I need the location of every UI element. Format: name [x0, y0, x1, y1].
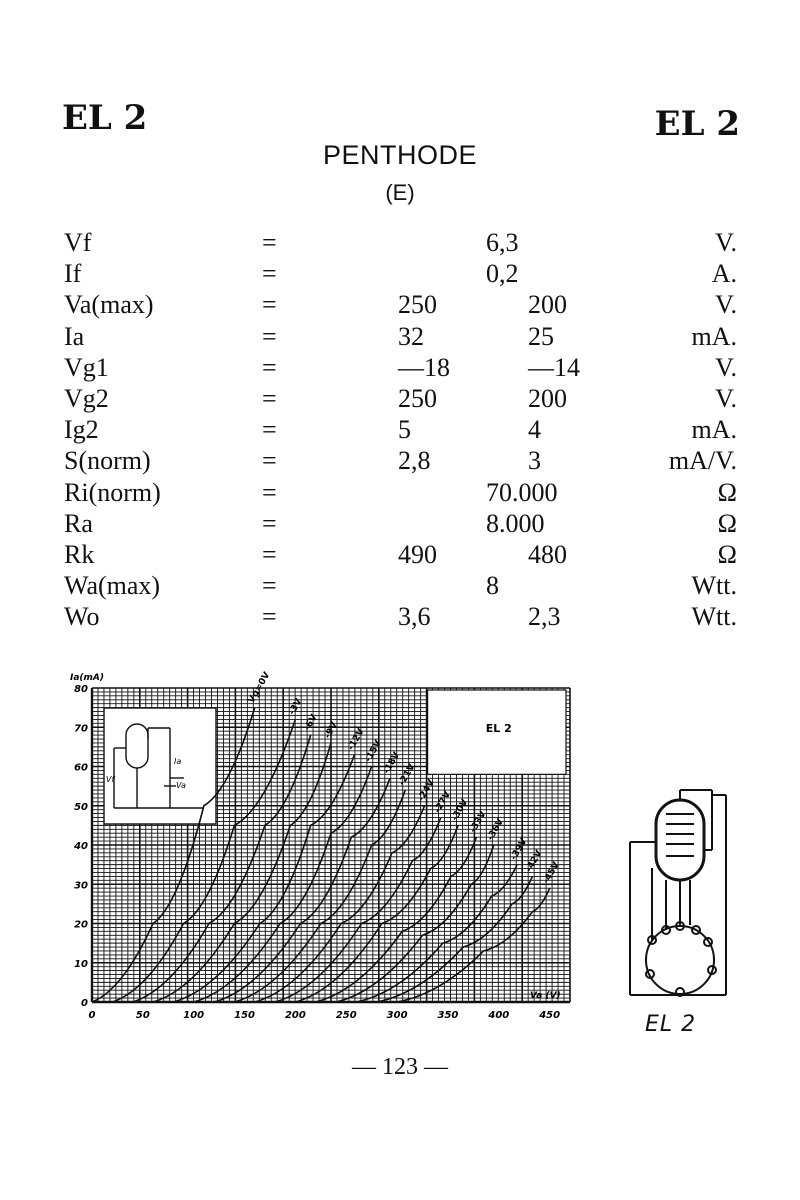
spec-value-1: 2,8	[398, 446, 431, 476]
spec-row	[0, 540, 800, 571]
tube-bulb-icon	[656, 800, 704, 880]
spec-value-2: 200	[528, 384, 567, 413]
y-tick-label: 80	[74, 684, 88, 695]
spec-unit: A.	[711, 259, 737, 289]
header-right-title: EL 2	[654, 104, 740, 144]
spec-unit: Ω	[717, 540, 737, 569]
spec-value-1: 250	[398, 290, 437, 320]
spec-row	[0, 353, 800, 384]
curve-label: -18V	[381, 750, 403, 776]
x-tick-label: 400	[488, 1010, 510, 1021]
circuit-label: Ia	[174, 757, 182, 766]
curve-label: -36V	[485, 817, 506, 843]
spec-row	[0, 446, 800, 477]
spec-row	[0, 228, 800, 259]
spec-value-1: 490	[398, 540, 437, 569]
spec-value-2: 2,3	[528, 602, 561, 632]
x-tick-label: 350	[437, 1010, 459, 1021]
spec-unit: V.	[715, 384, 737, 413]
spec-value: 70.000	[486, 477, 558, 507]
curve-label: -21V	[397, 762, 418, 788]
spec-unit: V.	[715, 352, 737, 382]
curve-label: -27V	[432, 789, 454, 816]
spec-equals: =	[262, 290, 277, 320]
spec-name: Ig2	[64, 415, 99, 445]
curve-label: -6V	[302, 712, 320, 733]
spec-row	[0, 571, 800, 602]
spec-equals: =	[262, 508, 277, 538]
page-title: PENTHODE	[322, 140, 478, 170]
curve-label: -45V	[541, 860, 562, 886]
spec-value-1: 32	[398, 321, 424, 351]
x-tick-label: 50	[135, 1010, 150, 1021]
chart-title: EL 2	[485, 722, 512, 735]
x-tick-label: 300	[386, 1010, 408, 1021]
y-tick-label: 60	[74, 762, 88, 774]
page-subtitle: (E)	[385, 180, 415, 205]
y-tick-label: 0	[81, 998, 88, 1009]
spec-row	[0, 322, 800, 353]
spec-equals: =	[262, 540, 277, 569]
curve-series	[214, 778, 390, 1002]
spec-value-2: 200	[528, 290, 567, 320]
spec-value-1: 250	[398, 384, 437, 413]
curve-series	[356, 865, 517, 1002]
spec-value: 6,3	[486, 228, 519, 257]
spec-name: Vg1	[64, 352, 109, 382]
spec-unit: V.	[715, 228, 737, 257]
curve-label: -39V	[509, 837, 530, 863]
spec-name: S(norm)	[64, 446, 151, 476]
spec-name: Wo	[64, 602, 100, 632]
spec-equals: =	[262, 415, 277, 445]
spec-row	[0, 259, 800, 290]
spec-unit: mA/V.	[668, 446, 737, 476]
spec-name: Wa(max)	[64, 571, 161, 601]
spec-unit: Ω	[717, 508, 737, 538]
curve-label: -3V	[287, 697, 305, 717]
y-tick-label: 70	[74, 723, 88, 735]
circuit-label: Va	[176, 781, 186, 790]
curve-label: -9V	[322, 720, 341, 741]
spec-value-2: —14	[528, 352, 580, 382]
page-number: — 123 —	[352, 1054, 448, 1080]
spec-unit: mA.	[691, 321, 737, 351]
x-tick-label: 450	[539, 1010, 561, 1021]
curve-label: -30V	[450, 797, 471, 823]
y-tick-label: 20	[74, 919, 88, 931]
spec-equals: =	[262, 321, 277, 351]
spec-value-2: 480	[528, 540, 567, 569]
spec-value: 8.000	[486, 508, 545, 538]
spec-name: Vf	[64, 228, 92, 257]
x-tick-label: 0	[88, 1010, 96, 1021]
spec-row	[0, 509, 800, 540]
spec-equals: =	[262, 602, 277, 632]
circuit-label: Vf	[106, 775, 115, 784]
spec-unit: mA.	[691, 415, 737, 445]
y-tick-label: 10	[74, 958, 88, 970]
x-tick-label: 150	[234, 1010, 255, 1021]
spec-equals: =	[262, 446, 277, 476]
spec-value-2: 25	[528, 321, 554, 351]
spec-name: If	[64, 259, 82, 289]
y-tick-label: 30	[74, 880, 88, 892]
spec-equals: =	[262, 384, 277, 413]
curve-label: -33V	[468, 809, 489, 835]
y-tick-label: 50	[74, 801, 88, 813]
spec-unit: Wtt.	[691, 571, 737, 601]
curve-label: -15V	[363, 738, 384, 764]
curve-label: Vg=0V	[246, 670, 273, 706]
spec-value: 0,2	[486, 259, 519, 289]
y-tick-label: 40	[74, 841, 88, 852]
curve-label: -24V	[416, 778, 437, 804]
spec-value-1: —18	[398, 352, 450, 382]
curve-label: -12V	[346, 727, 367, 753]
socket-base-icon	[646, 922, 716, 996]
x-tick-label: 250	[335, 1010, 357, 1021]
spec-equals: =	[262, 571, 277, 601]
spec-row	[0, 415, 800, 446]
spec-value: 8	[486, 571, 499, 601]
spec-row	[0, 290, 800, 321]
spec-name: Va(max)	[64, 290, 154, 320]
socket-label: EL 2	[645, 1012, 697, 1037]
spec-value-1: 5	[398, 415, 411, 445]
x-axis-label: Va (V)	[530, 991, 561, 1001]
y-axis-label: Ia(mA)	[70, 673, 104, 683]
spec-row	[0, 602, 800, 633]
spec-unit: Wtt.	[691, 602, 737, 632]
spec-unit: Ω	[717, 477, 737, 507]
spec-name: Ra	[64, 508, 93, 538]
spec-value-1: 3,6	[398, 602, 431, 632]
spec-name: Vg2	[64, 384, 109, 413]
socket-diagram	[622, 780, 742, 1010]
spec-equals: =	[262, 352, 277, 382]
x-tick-label: 100	[183, 1010, 205, 1021]
header-left-title: EL 2	[62, 98, 148, 138]
spec-equals: =	[262, 228, 277, 257]
spec-equals: =	[262, 477, 277, 507]
characteristic-chart	[62, 668, 582, 1048]
spec-row	[0, 384, 800, 415]
x-tick-label: 200	[284, 1010, 306, 1021]
circuit-inset	[104, 708, 216, 824]
spec-row	[0, 478, 800, 509]
spec-equals: =	[262, 259, 277, 289]
spec-value-2: 4	[528, 415, 541, 445]
spec-name: Ia	[64, 321, 85, 351]
spec-name: Ri(norm)	[64, 477, 161, 507]
spec-name: Rk	[64, 540, 95, 569]
spec-value-2: 3	[528, 446, 541, 476]
spec-unit: V.	[715, 290, 737, 320]
curve-label: -42V	[524, 848, 545, 874]
